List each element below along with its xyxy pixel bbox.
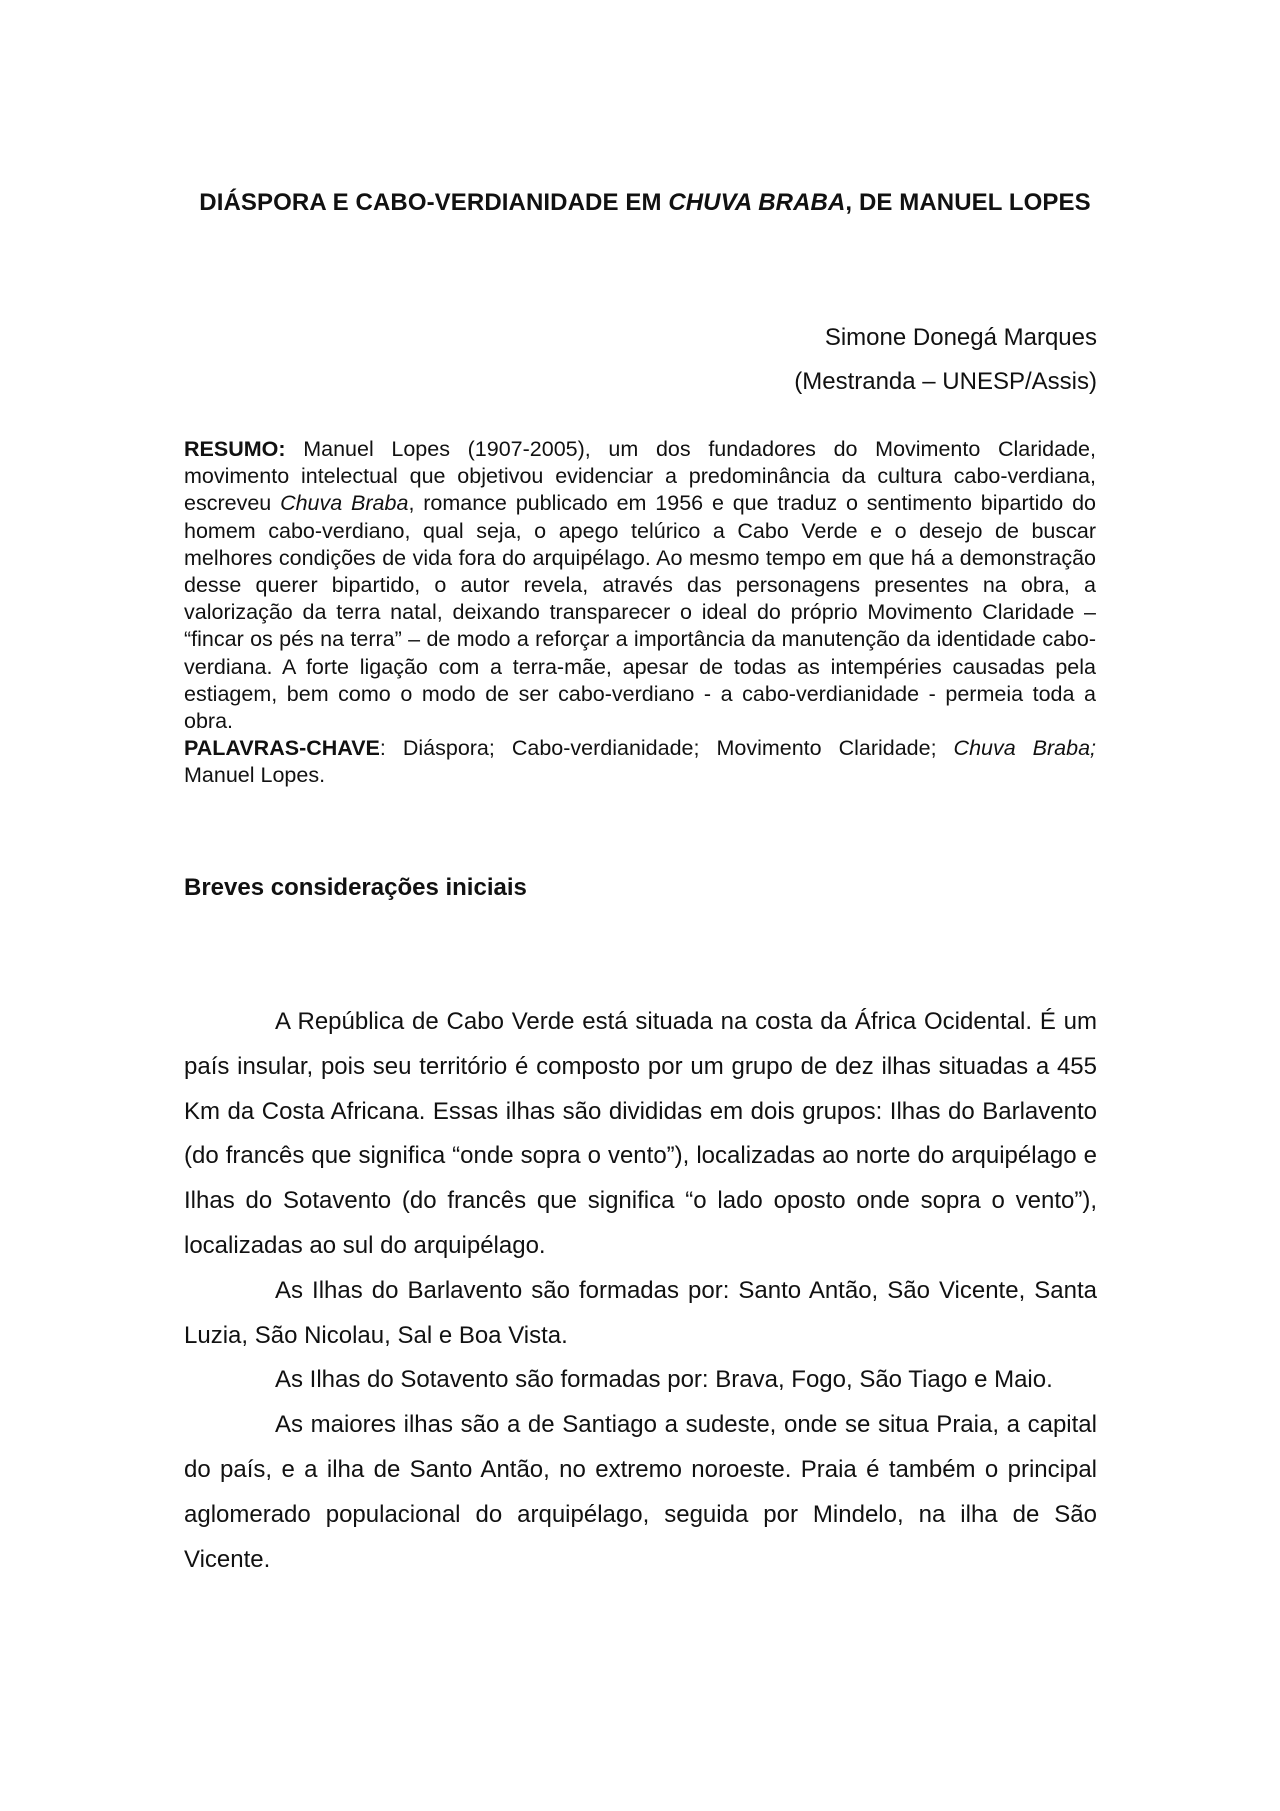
body-paragraph: A República de Cabo Verde está situada na costa da África Ocidental. É um país insular, pois seu território é composto por um grupo de dez ilhas situadas a 455 Km da Costa Africana. Essas ilhas são divididas em dois grupos: Ilhas do Barlavento (do francês que significa “onde sopra o vento”), localizadas ao norte do arquipélago e Ilhas do Sotavento (do francês que significa “o lado oposto onde sopra o vento”), localizadas ao sul do arquipélago. xyxy=(184,1008,1097,1259)
keywords-paragraph xyxy=(184,735,1096,789)
abstract-paragraph xyxy=(184,436,1096,735)
body-text xyxy=(184,1000,1097,1582)
keywords-text-b: Manuel Lopes. xyxy=(184,763,326,788)
keywords-italic-work: Chuva Braba; xyxy=(953,736,1097,761)
paper-title xyxy=(185,180,1105,226)
abstract-block xyxy=(184,436,1096,790)
author-affiliation: (Mestranda – UNESP/Assis) xyxy=(794,368,1097,395)
author-block xyxy=(794,316,1097,404)
keywords-text-a: : Diáspora; Cabo-verdianidade; Movimento Claridade; xyxy=(379,736,954,761)
keywords-label: PALAVRAS-CHAVE xyxy=(184,736,380,761)
section-heading: Breves considerações iniciais xyxy=(184,874,527,901)
title-part-2: , DE MANUEL LOPES xyxy=(845,189,1091,216)
abstract-text-b: , romance publicado em 1956 e que traduz o sentimento bipartido do homem cabo-verdiano, qual seja, o apego telúrico a Cabo Verde e o desejo de buscar melhores condições de vida fora do arquipélago. Ao mesmo tempo em que há a demonstração desse querer bipartido, o autor revela, através das personagens presentes na obra, a valorização da terra natal, deixando transparecer o ideal do próprio Movimento Claridade – “fincar os pés na terra” – de modo a reforçar a importância da manutenção da identidade cabo-verdiana. A forte ligação com a terra-mãe, apesar de todas as intempéries causadas pela estiagem, bem como o modo de ser cabo-verdiano - a cabo-verdianidade - permeia toda a obra. xyxy=(184,491,1097,734)
title-part-1: DIÁSPORA E CABO-VERDIANIDADE EM xyxy=(199,189,669,216)
title-italic-work: CHUVA BRABA xyxy=(668,189,846,216)
body-paragraph: As Ilhas do Sotavento são formadas por: Brava, Fogo, São Tiago e Maio. xyxy=(275,1366,1053,1394)
body-paragraph: As Ilhas do Barlavento são formadas por: Santo Antão, São Vicente, Santa Luzia, São Nicolau, Sal e Boa Vista. xyxy=(184,1276,1097,1349)
abstract-italic-work: Chuva Braba xyxy=(280,491,409,516)
author-name: Simone Donegá Marques xyxy=(824,324,1097,351)
abstract-label: RESUMO: xyxy=(184,437,286,461)
body-paragraph: As maiores ilhas são a de Santiago a sudeste, onde se situa Praia, a capital do país, e a ilha de Santo Antão, no extremo noroeste. Praia é também o principal aglomerado populacional do arquipélago, seguida por Mindelo, na ilha de São Vicente. xyxy=(184,1411,1097,1573)
abstract-text-a: Manuel Lopes (1907-2005), um dos fundadores do Movimento Claridade, movimento intelectual que objetivou evidenciar a predominância da cultura cabo-verdiana, escreveu xyxy=(184,437,1096,516)
